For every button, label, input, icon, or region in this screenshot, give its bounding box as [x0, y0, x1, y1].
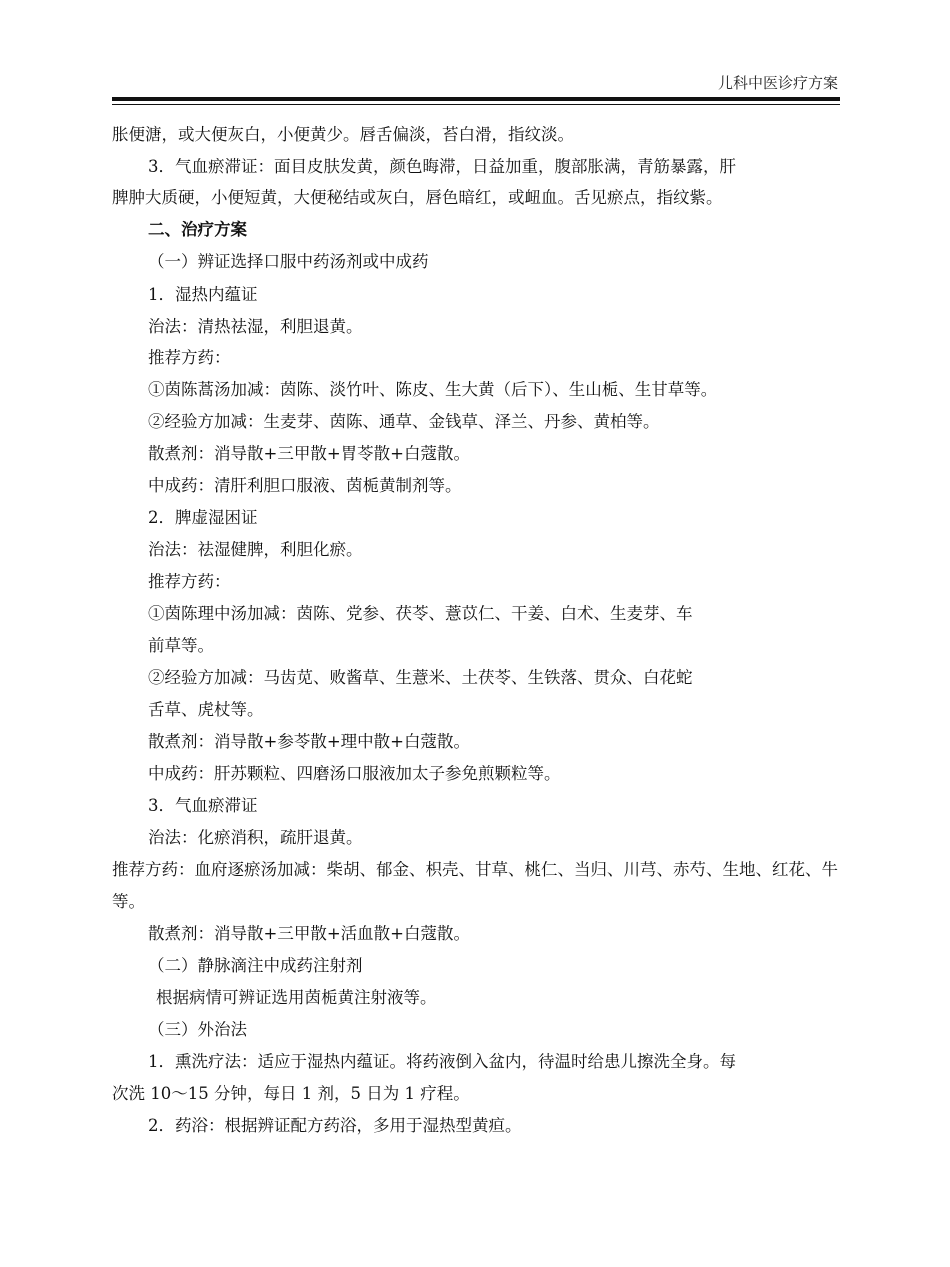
paragraph-line: ①茵陈理中汤加减：茵陈、党参、茯苓、薏苡仁、干姜、白术、生麦芽、车	[148, 604, 693, 623]
paragraph-line: 根据病情可辨证选用茵栀黄注射液等。	[156, 988, 437, 1007]
paragraph-line: 推荐方药：	[148, 348, 231, 367]
paragraph-line: 散煮剂：消导散+三甲散+胃苓散+白蔻散。	[148, 444, 470, 463]
header-rule-thin	[112, 104, 840, 105]
paragraph-line: ①茵陈蒿汤加减：茵陈、淡竹叶、陈皮、生大黄（后下）、生山栀、生甘草等。	[148, 380, 718, 399]
header-rule-thick	[112, 97, 840, 101]
paragraph-line: 治法：祛湿健脾，利胆化瘀。	[148, 540, 363, 559]
paragraph-line: 3．气血瘀滞证	[148, 796, 258, 815]
paragraph-line: 2．药浴：根据辨证配方药浴，多用于湿热型黄疸。	[148, 1116, 522, 1135]
paragraph-line: 1．熏洗疗法：适应于湿热内蕴证。将药液倒入盆内，待温时给患儿擦洗全身。每	[148, 1052, 736, 1071]
paragraph-line: 前草等。	[148, 636, 214, 655]
paragraph-line: 胀便溏，或大便灰白，小便黄少。唇舌偏淡，苔白滑，指纹淡。	[112, 125, 574, 144]
subsection-heading: （二）静脉滴注中成药注射剂	[148, 956, 363, 975]
section-heading: 二、治疗方案	[148, 220, 247, 239]
subsection-heading: （一）辨证选择口服中药汤剂或中成药	[148, 252, 429, 271]
paragraph-line: 散煮剂：消导散+参苓散+理中散+白蔻散。	[148, 732, 470, 751]
paragraph-line: ②经验方加减：生麦芽、茵陈、通草、金钱草、泽兰、丹参、黄柏等。	[148, 412, 660, 431]
paragraph-line: 舌草、虎杖等。	[148, 700, 264, 719]
paragraph-line: 治法：化瘀消积，疏肝退黄。	[148, 828, 363, 847]
paragraph-line: 等。	[112, 892, 145, 911]
header-title: 儿科中医诊疗方案	[717, 74, 838, 92]
subsection-heading: （三）外治法	[148, 1020, 247, 1039]
paragraph-line: 推荐方药：血府逐瘀汤加减：柴胡、郁金、枳壳、甘草、桃仁、当归、川芎、赤芍、生地、红花、牛	[112, 860, 838, 879]
paragraph-line: 中成药：肝苏颗粒、四磨汤口服液加太子参免煎颗粒等。	[148, 764, 561, 783]
paragraph-line: ②经验方加减：马齿苋、败酱草、生薏米、土茯苓、生铁落、贯众、白花蛇	[148, 668, 693, 687]
paragraph-line: 3．气血瘀滞证：面目皮肤发黄，颜色晦滞，日益加重，腹部胀满，青筋暴露，肝	[148, 157, 736, 176]
paragraph-line: 1．湿热内蕴证	[148, 285, 258, 304]
paragraph-line: 2．脾虚湿困证	[148, 508, 258, 527]
paragraph-line: 次洗 10～15 分钟，每日 1 剂，5 日为 1 疗程。	[112, 1084, 470, 1103]
paragraph-line: 中成药：清肝利胆口服液、茵栀黄制剂等。	[148, 476, 462, 495]
paragraph-line: 推荐方药：	[148, 572, 231, 591]
paragraph-line: 散煮剂：消导散+三甲散+活血散+白蔻散。	[148, 924, 470, 943]
paragraph-line: 治法：清热祛湿，利胆退黄。	[148, 317, 363, 336]
paragraph-line: 脾肿大质硬，小便短黄，大便秘结或灰白，唇色暗红，或衄血。舌见瘀点，指纹紫。	[112, 188, 723, 207]
